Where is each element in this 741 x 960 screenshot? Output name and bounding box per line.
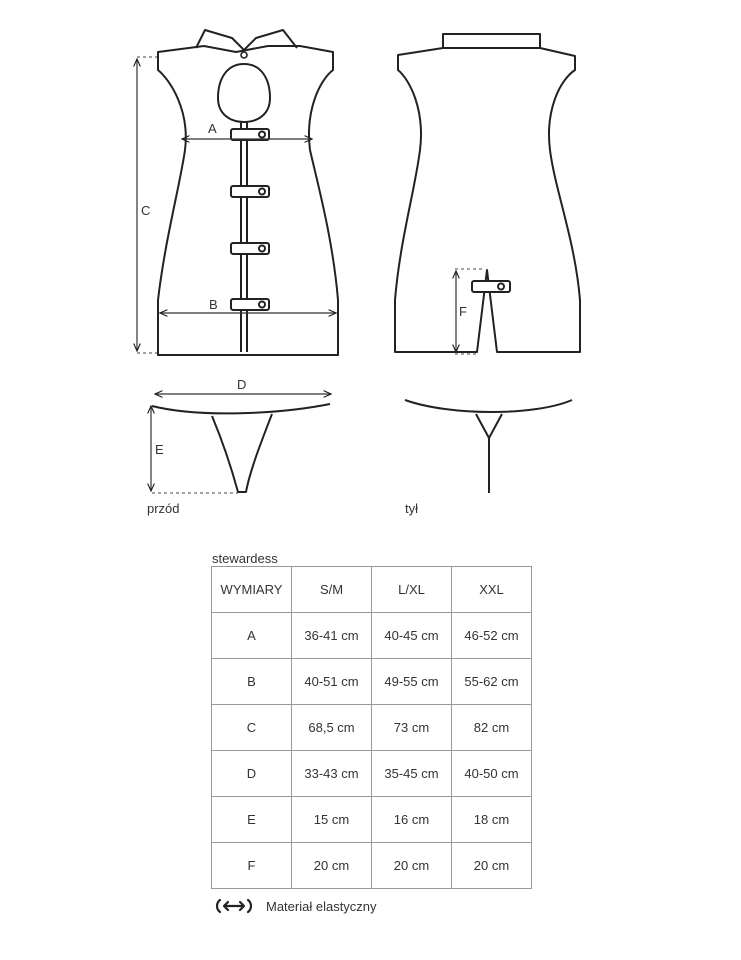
tab-1-button (259, 132, 265, 138)
measure-e-label: E (155, 442, 164, 457)
table-row (212, 797, 532, 843)
measure-d-label: D (237, 377, 247, 392)
row-f-label: F (212, 843, 292, 889)
row-c-label: C (212, 705, 292, 751)
header-lxl: L/XL (372, 567, 452, 613)
front-thong-waistband (152, 404, 330, 413)
row-d-lxl: 35-45 cm (372, 751, 452, 797)
front-thong-gusset (212, 414, 272, 492)
row-e-lxl: 16 cm (372, 797, 452, 843)
measure-f-label: F (459, 304, 467, 319)
collar-button (241, 52, 247, 58)
row-a-lxl: 40-45 cm (372, 613, 452, 659)
measure-a-label: A (208, 121, 217, 136)
row-b-xxl: 55-62 cm (452, 659, 532, 705)
row-a-sm: 36-41 cm (292, 613, 372, 659)
back-dress-outline (395, 34, 580, 352)
header-sm: S/M (292, 567, 372, 613)
row-b-label: B (212, 659, 292, 705)
tab-4-button (259, 302, 265, 308)
elastic-arrows-icon (214, 898, 254, 914)
row-c-lxl: 73 cm (372, 705, 452, 751)
row-d-sm: 33-43 cm (292, 751, 372, 797)
row-b-sm: 40-51 cm (292, 659, 372, 705)
tab-3-button (259, 246, 265, 252)
back-tab-button (498, 284, 504, 290)
row-f-lxl: 20 cm (372, 843, 452, 889)
keyhole-cutout (218, 64, 270, 122)
elastic-material-legend (214, 898, 377, 914)
row-d-label: D (212, 751, 292, 797)
row-d-xxl: 40-50 cm (452, 751, 532, 797)
elastic-material-text: Materiał elastyczny (266, 898, 377, 914)
measure-c-label: C (141, 203, 151, 218)
tab-2-button (259, 189, 265, 195)
header-xxl: XXL (452, 567, 532, 613)
back-dress (395, 34, 580, 352)
size-table-title: stewardess (212, 551, 278, 566)
row-c-sm: 68,5 cm (292, 705, 372, 751)
row-e-label: E (212, 797, 292, 843)
front-thong (152, 404, 330, 492)
row-f-xxl: 20 cm (452, 843, 532, 889)
table-row (212, 751, 532, 797)
measure-b-label: B (209, 297, 218, 312)
row-b-lxl: 49-55 cm (372, 659, 452, 705)
back-thong-v (476, 414, 502, 438)
table-row (212, 613, 532, 659)
row-a-xxl: 46-52 cm (452, 613, 532, 659)
back-thong (405, 400, 572, 493)
table-row (212, 659, 532, 705)
table-row (212, 843, 532, 889)
front-tabs (231, 129, 269, 310)
row-a-label: A (212, 613, 292, 659)
back-view-label: tył (405, 501, 418, 516)
back-tab (472, 281, 510, 292)
size-table-header-row (212, 567, 532, 613)
header-wymiary: WYMIARY (212, 567, 292, 613)
front-view-label: przód (147, 501, 180, 516)
row-e-sm: 15 cm (292, 797, 372, 843)
back-thong-waistband (405, 400, 572, 412)
row-e-xxl: 18 cm (452, 797, 532, 843)
row-f-sm: 20 cm (292, 843, 372, 889)
table-row (212, 705, 532, 751)
size-table (211, 566, 532, 889)
row-c-xxl: 82 cm (452, 705, 532, 751)
